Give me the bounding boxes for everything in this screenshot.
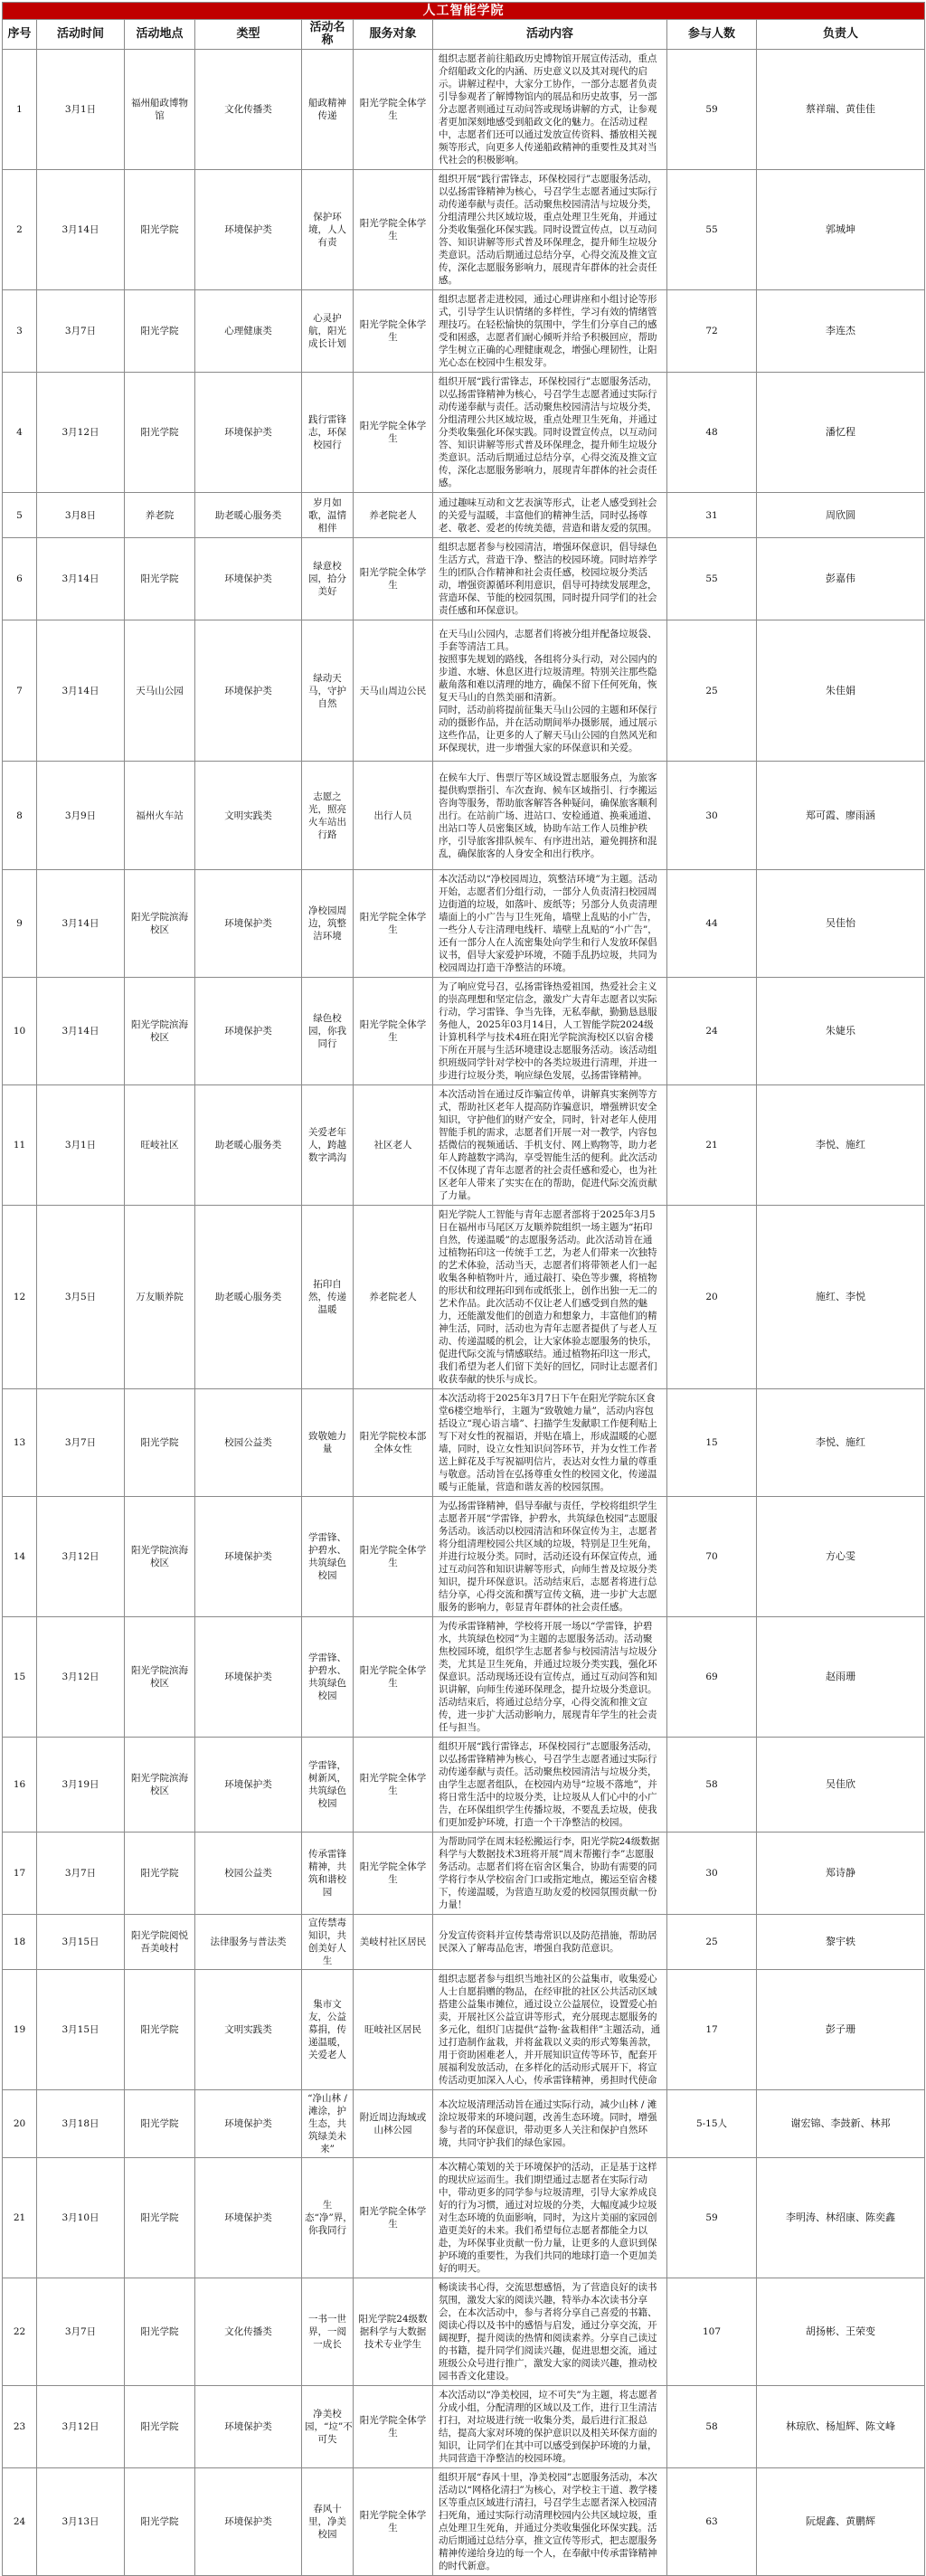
row-date: 3月15日: [37, 1970, 125, 2090]
row-content: 为帮助同学在周末轻松搬运行李，阳光学院24级数据科学与大数据技术3班将开展“周末帮搬行李”志愿服务活动。志愿者们将在宿舍区集合，协助有需要的同学将行李从学校宿舍门口或指定地点，搬运至宿舍楼下，传递温暖，为营造互助友爱的校园氛围贡献一份力量！: [433, 1833, 667, 1915]
row-place: 阳光学院阅悦吾美岐村: [125, 1915, 195, 1970]
row-target: 阳光学院24级数据科学与大数据技术专业学生: [354, 2278, 433, 2386]
row-index: 7: [3, 620, 37, 762]
row-target: 旺岐社区居民: [354, 1970, 433, 2090]
row-index: 12: [3, 1206, 37, 1389]
row-index: 2: [3, 170, 37, 290]
row-leader: 郭城坤: [757, 170, 925, 290]
row-type: 环境保护类: [195, 2386, 302, 2468]
row-name: 春风十里，净美校园: [302, 2468, 354, 2576]
row-index: 13: [3, 1389, 37, 1497]
row-place: 阳光学院: [125, 1970, 195, 2090]
row-place: 福州火车站: [125, 762, 195, 870]
row-leader: 李连杰: [757, 290, 925, 373]
row-place: 阳光学院: [125, 290, 195, 373]
row-place: 阳光学院滨海校区: [125, 1497, 195, 1617]
row-type: 环境保护类: [195, 373, 302, 493]
table-row: [3, 2090, 925, 2158]
row-date: 3月5日: [37, 1206, 125, 1389]
row-name: 岁月如歌，温情相伴: [302, 493, 354, 538]
row-date: 3月12日: [37, 1497, 125, 1617]
col-header-name: 活动名称: [302, 20, 354, 50]
table-row: [3, 538, 925, 620]
row-place: 阳光学院: [125, 373, 195, 493]
row-date: 3月1日: [37, 50, 125, 170]
row-count: 59: [667, 2158, 757, 2278]
row-place: 阳光学院: [125, 2468, 195, 2576]
row-leader: 谢宏锦、李鼓新、林邦: [757, 2090, 925, 2158]
row-place: 万友顺养院: [125, 1206, 195, 1389]
row-index: 21: [3, 2158, 37, 2278]
row-count: 55: [667, 538, 757, 620]
row-name: 绿色校园，你我同行: [302, 978, 354, 1085]
row-target: 阳光学院全体学生: [354, 1833, 433, 1915]
row-leader: 赵雨珊: [757, 1617, 925, 1738]
row-name: “净山林 / 滩涂，护生态，共筑绿美未来”: [302, 2090, 354, 2158]
row-place: 阳光学院: [125, 170, 195, 290]
row-count: 30: [667, 762, 757, 870]
row-count: 30: [667, 1833, 757, 1915]
row-leader: 郑诗静: [757, 1833, 925, 1915]
row-target: 社区老人: [354, 1085, 433, 1206]
row-place: 阳光学院: [125, 2386, 195, 2468]
row-content: 在天马山公园内，志愿者们将被分组并配备垃圾袋、手套等清洁工具。 按照事先规划的路线，各组将分头行动，对公园内的步道、水塘、休息区进行垃圾清理。特别关注那些隐蔽角落和难以清理的地方，确保不留下任何死角，恢复天马山的自然美丽和清新。 同时，活动前将提前征集天马山公园的主题和环保行动的摄影作品，并在活动期间举办摄影展，通过展示这些作品，让更多的人了解天马山公园的自然风光和环保现状，进一步增强大家的环保意识和关爱。: [433, 620, 667, 762]
row-target: 阳光学院全体学生: [354, 870, 433, 978]
row-type: 环境保护类: [195, 2468, 302, 2576]
row-content: 为弘扬雷锋精神，倡导奉献与责任，学校将组织学生志愿者开展“学雷锋，护碧水，共筑绿色校园”志愿服务活动。该活动以校园清洁和环保宣传为主，志愿者将分组清理校园公共区域的垃圾，特别是卫生死角，并进行垃圾分类。同时，活动还设有环保宣传点，通过互动问答和知识讲解等形式，向师生普及垃圾分类知识，提升环保意识。活动结束后，志愿者将进行总结分享，心得交流和撰写宣传文稿，进一步扩大志愿服务的影响力，彰显青年群体的社会责任感。: [433, 1497, 667, 1617]
row-leader: 林琼欣、杨旭辉、陈文峰: [757, 2386, 925, 2468]
row-place: 旺岐社区: [125, 1085, 195, 1206]
row-type: 助老暖心服务类: [195, 1206, 302, 1389]
row-name: 生态“净”界，你我同行: [302, 2158, 354, 2278]
row-leader: 李明涛、林绍康、陈奕鑫: [757, 2158, 925, 2278]
activity-sheet: [2, 2, 924, 2576]
row-target: 美岐村社区居民: [354, 1915, 433, 1970]
row-count: 107: [667, 2278, 757, 2386]
row-name: 心灵护航，阳光成长计划: [302, 290, 354, 373]
row-date: 3月9日: [37, 762, 125, 870]
row-leader: 李悦、施红: [757, 1389, 925, 1497]
row-count: 58: [667, 2386, 757, 2468]
row-leader: 施红、李悦: [757, 1206, 925, 1389]
row-count: 58: [667, 1738, 757, 1833]
row-name: 宣传禁毒知识，共创美好人生: [302, 1915, 354, 1970]
row-leader: 李悦、施红: [757, 1085, 925, 1206]
row-target: 出行人员: [354, 762, 433, 870]
table-row: [3, 762, 925, 870]
table-row: [3, 978, 925, 1085]
table-row: [3, 2158, 925, 2278]
col-header-leader: 负责人: [757, 20, 925, 50]
row-index: 16: [3, 1738, 37, 1833]
row-content: 在候车大厅、售票厅等区域设置志愿服务点，为旅客提供购票指引、车次查询、候车区域指引、行李搬运咨询等服务，帮助旅客解答各种疑问，确保旅客顺利出行。在站前广场、进站口、安检通道、换乘通道、出站口等人员密集区域，协助车站工作人员维护秩序，引导旅客排队候车、有序进出站，避免拥挤和混乱，确保旅客的人身安全和出行秩序。: [433, 762, 667, 870]
row-type: 环境保护类: [195, 2090, 302, 2158]
row-content: 本次活动将于2025年3月7日下午在阳光学院东区食堂6楼空地举行，主题为“致敬她力量”，活动内容包括设立“现心语言墙”、扫描学生发献职工作便利贴上写下对女性的祝福语，并贴在墙上，形成温暖的心愿墙，同时，设立女性知识问答环节，并为女性工作者送上鲜花及手写祝福明信片，表达对女性力量的尊重与敬意。活动旨在弘扬尊重女性的校园文化，传递温暖与正能量，营造和谐友善的校园氛围。: [433, 1389, 667, 1497]
row-leader: 彭子珊: [757, 1970, 925, 2090]
row-place: 阳光学院: [125, 1389, 195, 1497]
col-header-content: 活动内容: [433, 20, 667, 50]
row-content: 本次垃圾清理活动旨在通过实际行动，减少山林 / 滩涂垃圾带来的环境问题，改善生态环境。同时，增强参与者的环保意识，带动更多人关注和保护自然环境，共同守护我们的绿色家园。: [433, 2090, 667, 2158]
row-type: 法律服务与普法类: [195, 1915, 302, 1970]
row-count: 69: [667, 1617, 757, 1738]
row-count: 15: [667, 1389, 757, 1497]
table-row: [3, 1617, 925, 1738]
table-row: [3, 2278, 925, 2386]
row-leader: 潘忆程: [757, 373, 925, 493]
row-count: 31: [667, 493, 757, 538]
row-name: 净美校园，“垃”不可失: [302, 2386, 354, 2468]
row-place: 养老院: [125, 493, 195, 538]
row-leader: 吴佳欣: [757, 1738, 925, 1833]
col-header-type: 类型: [195, 20, 302, 50]
row-target: 附近周边海域或山林公园: [354, 2090, 433, 2158]
row-leader: 黎宇轶: [757, 1915, 925, 1970]
row-index: 10: [3, 978, 37, 1085]
row-leader: 朱佳娟: [757, 620, 925, 762]
row-date: 3月14日: [37, 170, 125, 290]
row-index: 17: [3, 1833, 37, 1915]
row-date: 3月1日: [37, 1085, 125, 1206]
row-target: 阳光学院全体学生: [354, 2386, 433, 2468]
row-type: 环境保护类: [195, 2158, 302, 2278]
row-index: 9: [3, 870, 37, 978]
row-content: 本次活动以“净美校园，垃不可失”为主题，将志愿者分成小组，分配清理的区域以及工作，进行卫生清洁打扫，对垃圾进行统一收集分类，最后进行汇报总结，提高大家对环境的保护意识以及相关环保方面的知识，让同学们在其中可以感受到保护环境的力量，共同营造干净整洁的校园环境。: [433, 2386, 667, 2468]
table-row: [3, 620, 925, 762]
row-name: 净校园周边，筑整洁环境: [302, 870, 354, 978]
row-content: 本次活动以“净校园周边，筑整洁环境”为主题。活动开始，志愿者们分组行动，一部分人负责清扫校园周边街道的垃圾，如落叶、废纸等；另部分人负责清理墙面上的小广告与卫生死角，墙壁上乱贴的小广告，一些分人专注清理电线杆、墙壁上乱贴的“小广告”，还有一部分人在人流密集处向学生和行人发放环保倡议书，倡导大家爱护环境，不随手乱扔垃圾，共同为校园周边打造干净整洁的环境。: [433, 870, 667, 978]
row-content: 畅谈读书心得，交流思想感悟，为了营造良好的读书氛围，激发大家的阅读兴趣，特举办本次读书分享会，在本次活动中，参与者将分享自己喜爱的书籍、阅读心得以及书中的感悟与启发，通过分享交流，开阔视野，提升阅读的热情和阅读素养。分享自己读过的书籍，提升同学们阅读兴趣，促进思想交流，通过班级公众号进行推广，激发大家的阅读兴趣，推动校园书香文化建设。: [433, 2278, 667, 2386]
table-row: [3, 493, 925, 538]
row-place: 阳光学院: [125, 538, 195, 620]
row-content: 分发宣传资料并宣传禁毒常识以及防范措施，帮助居民深入了解毒品危害，增强自我防范意识。: [433, 1915, 667, 1970]
table-row: [3, 1389, 925, 1497]
sheet-title: 人工智能学院: [3, 3, 925, 20]
row-type: 校园公益类: [195, 1389, 302, 1497]
row-date: 3月13日: [37, 2468, 125, 2576]
row-content: 组织志愿者前往船政历史博物馆开展宣传活动，重点介绍船政文化的内涵、历史意义以及其对现代的启示。讲解过程中，大家分工协作，一部分志愿者负责引导参观者了解博物馆内的展品和历史故事，另一部分志愿者则通过互动问答或现场讲解的方式，让参观者更加深刻地感受到船政文化的魅力。在活动过程中，志愿者们还可以通过发放宣传资料、播放相关视频等形式，向更多人传递船政精神的重要性及其对当代社会的积极影响。: [433, 50, 667, 170]
row-name: 学雷锋，树新风，共筑绿色校园: [302, 1738, 354, 1833]
row-type: 环境保护类: [195, 1617, 302, 1738]
row-name: 传承雷锋精神，共筑和谐校园: [302, 1833, 354, 1915]
row-type: 环境保护类: [195, 870, 302, 978]
row-index: 23: [3, 2386, 37, 2468]
row-content: 阳光学院人工智能与青年志愿者部将于2025年3月5日在福州市马尾区万友顺养院组织一场主题为“拓印自然，传递温暖”的志愿服务活动。此次活动旨在通过植物拓印这一传统手工艺，为老人们带来一次独特的艺术体验，活动当天，志愿者们将带领老人们一起收集各种植物叶片，通过敲打、染色等步骤，将植物的形状和纹理拓印到布或纸张上，创作出独一无二的艺术作品。此次活动不仅让老人们感受到自然的魅力，还能激发他们的创造力和想象力，丰富他们的精神生活，同时，活动也为青年志愿者提供了与老人互动、传递温暖的机会，让大家体验志愿服务的快乐，促进代际交流与情感联结。通过植物拓印这一形式，我们希望为老人们留下美好的回忆，同时让志愿者们收获奉献的快乐与成长。: [433, 1206, 667, 1389]
row-type: 环境保护类: [195, 170, 302, 290]
row-type: 文明实践类: [195, 762, 302, 870]
row-target: 阳光学院全体学生: [354, 2468, 433, 2576]
row-type: 文化传播类: [195, 2278, 302, 2386]
row-target: 阳光学院校本部全体女性: [354, 1389, 433, 1497]
row-place: 阳光学院滨海校区: [125, 1738, 195, 1833]
row-place: 阳光学院滨海校区: [125, 978, 195, 1085]
row-name: 一书一世界，一阅一成长: [302, 2278, 354, 2386]
row-index: 5: [3, 493, 37, 538]
row-content: 本次活动旨在通过反诈骗宣传单，讲解真实案例等方式，帮助社区老年人提高防诈骗意识，增强辨识安全知识，守护他们的财产安全，同时，针对老年人使用智能手机的需求，志愿者们开展一对一教学，内容包括微信的视频通话、手机支付、网上购物等，助力老年人跨越数字鸿沟，享受智能生活的便利。此次活动不仅体现了青年志愿者的社会责任感和爱心，也为社区老年人带来了实实在在的帮助，促进代际交流贡献了力量。: [433, 1085, 667, 1206]
row-index: 3: [3, 290, 37, 373]
row-date: 3月7日: [37, 2278, 125, 2386]
activity-table: [2, 2, 925, 2576]
table-row: [3, 1206, 925, 1389]
row-index: 19: [3, 1970, 37, 2090]
table-row: [3, 50, 925, 170]
row-leader: 蔡祥瑞、黄佳佳: [757, 50, 925, 170]
row-type: 助老暖心服务类: [195, 493, 302, 538]
row-date: 3月7日: [37, 290, 125, 373]
row-count: 63: [667, 2468, 757, 2576]
row-leader: 彭嘉伟: [757, 538, 925, 620]
row-date: 3月8日: [37, 493, 125, 538]
row-leader: 方心雯: [757, 1497, 925, 1617]
row-type: 心理健康类: [195, 290, 302, 373]
row-date: 3月12日: [37, 2386, 125, 2468]
row-count: 44: [667, 870, 757, 978]
row-target: 阳光学院全体学生: [354, 538, 433, 620]
row-target: 阳光学院全体学生: [354, 978, 433, 1085]
row-name: 志愿之光，照亮火车站出行路: [302, 762, 354, 870]
table-row: [3, 1085, 925, 1206]
row-place: 福州船政博物馆: [125, 50, 195, 170]
row-count: 20: [667, 1206, 757, 1389]
row-name: 保护环境，人人有责: [302, 170, 354, 290]
row-type: 文化传播类: [195, 50, 302, 170]
row-place: 阳光学院: [125, 2090, 195, 2158]
row-target: 阳光学院全体学生: [354, 1738, 433, 1833]
row-date: 3月10日: [37, 2158, 125, 2278]
row-date: 3月14日: [37, 538, 125, 620]
row-date: 3月14日: [37, 978, 125, 1085]
row-name: 践行雷锋志，环保校园行: [302, 373, 354, 493]
row-date: 3月12日: [37, 1617, 125, 1738]
col-header-date: 活动时间: [37, 20, 125, 50]
row-date: 3月18日: [37, 2090, 125, 2158]
row-leader: 吴佳怡: [757, 870, 925, 978]
header-row: [3, 20, 925, 50]
row-index: 15: [3, 1617, 37, 1738]
row-target: 天马山周边公民: [354, 620, 433, 762]
row-index: 4: [3, 373, 37, 493]
row-place: 阳光学院: [125, 1833, 195, 1915]
table-row: [3, 290, 925, 373]
table-row: [3, 870, 925, 978]
row-content: 本次精心策划的关于环境保护的活动，正是基于这样的现状应运而生。我们期望通过志愿者在实际行动中，带动更多的同学参与垃圾清理，引导大家养成良好的行为习惯，通过对垃圾的分类，大幅度减少垃圾对生态环境的负面影响，同时，为这片美丽的家园创造更美好的未来。我们希望每位志愿者都能全力以赴，为环保事业贡献一份力量，让更多的人意识到保护环境的重要性，为我们共同的地球打造一个更加美好的明天。: [433, 2158, 667, 2278]
row-count: 17: [667, 1970, 757, 2090]
row-target: 阳光学院全体学生: [354, 1497, 433, 1617]
row-type: 校园公益类: [195, 1833, 302, 1915]
table-row: [3, 1915, 925, 1970]
row-target: 阳光学院全体学生: [354, 50, 433, 170]
row-leader: 胡扬彬、王荣变: [757, 2278, 925, 2386]
row-name: 绿动天马，守护自然: [302, 620, 354, 762]
row-date: 3月15日: [37, 1915, 125, 1970]
row-leader: 郑可霞、廖雨涵: [757, 762, 925, 870]
row-place: 阳光学院滨海校区: [125, 1617, 195, 1738]
row-date: 3月14日: [37, 870, 125, 978]
row-target: 阳光学院全体学生: [354, 2158, 433, 2278]
table-row: [3, 1970, 925, 2090]
row-target: 阳光学院全体学生: [354, 290, 433, 373]
row-place: 阳光学院: [125, 2278, 195, 2386]
col-header-target: 服务对象: [354, 20, 433, 50]
row-count: 55: [667, 170, 757, 290]
row-date: 3月7日: [37, 1833, 125, 1915]
row-content: 为了响应党号召，弘扬雷锋热爱祖国，热爱社会主义的崇高理想和坚定信念，激发广大青年志愿者以实际行动，学习雷锋、争当先锋，无私奉献，勤勤恳恳服务他人，2025年03月14日，人工智能学院2024级计算机科学与技术4班在阳光学院滨海校区以宿舍楼下所在开展与生活环境建设志愿服务活动。该活动组织班级同学针对学校中的各类垃圾进行清理，并进一步进行垃圾分类，响应绿色发展，弘扬雷锋精神。: [433, 978, 667, 1085]
row-name: 关爱老年人，跨越数字鸿沟: [302, 1085, 354, 1206]
row-index: 6: [3, 538, 37, 620]
table-row: [3, 373, 925, 493]
col-header-place: 活动地点: [125, 20, 195, 50]
col-header-count: 参与人数: [667, 20, 757, 50]
row-target: 阳光学院全体学生: [354, 170, 433, 290]
table-row: [3, 1497, 925, 1617]
row-date: 3月7日: [37, 1389, 125, 1497]
row-name: 致敬她力量: [302, 1389, 354, 1497]
row-content: 为传承雷锋精神，学校将开展一场以“学雷锋，护碧水，共筑绿色校园”为主题的志愿服务活动。活动聚焦校园环境，组织学生志愿者参与校园清洁与垃圾分类，尤其是卫生死角，并通过垃圾分类实践，强化环保意识。活动现场还设有宣传点，通过互动问答和知识讲解，向师生传递环保理念，提升垃圾分类意识。活动结束后，将通过总结分享，心得交流和推文宣传，进一步扩大活动影响力，展现青年学生的社会责任与担当。: [433, 1617, 667, 1738]
row-name: 集市文友，公益募捐，传递温暖，关爱老人: [302, 1970, 354, 2090]
table-body: [3, 50, 925, 2576]
row-content: 组织开展“践行雷锋志，环保校园行”志愿服务活动，以弘扬雷锋精神为核心，号召学生志愿者通过实际行动传递奉献与责任。活动聚焦校园清洁与垃圾分类，分组清理公共区域垃圾，重点处理卫生死角，并通过分类收集强化环保实践。同时设置宣传点，以互动问答、知识讲解等形式普及环保理念，提升师生垃圾分类意识。活动后期通过总结分享，心得交流及推文宣传，深化志愿服务影响力，展现青年群体的社会责任感。: [433, 373, 667, 493]
table-row: [3, 170, 925, 290]
row-leader: 周欣圆: [757, 493, 925, 538]
row-index: 1: [3, 50, 37, 170]
row-name: 绿意校园，拾分美好: [302, 538, 354, 620]
row-target: 阳光学院全体学生: [354, 373, 433, 493]
table-row: [3, 2386, 925, 2468]
row-count: 72: [667, 290, 757, 373]
row-count: 25: [667, 620, 757, 762]
row-leader: 朱婕乐: [757, 978, 925, 1085]
row-name: 船政精神传递: [302, 50, 354, 170]
row-target: 养老院老人: [354, 1206, 433, 1389]
row-place: 阳光学院: [125, 2158, 195, 2278]
col-header-index: 序号: [3, 20, 37, 50]
row-content: 组织开展“践行雷锋志，环保校园行”志愿服务活动，以弘扬雷锋精神为核心，号召学生志愿者通过实际行动传递奉献与责任。活动聚焦校园清洁与垃圾分类，由学生志愿者组队，在校园内劝导“垃圾不落地”，并将日常生活中的垃圾分类，让垃圾从人们心中的小广告，在环保组织学生传播垃圾，不要乱丢垃圾，使我们更加爱护环境，打造一个干净整洁的校园。: [433, 1738, 667, 1833]
row-content: 组织开展“春风十里，净美校园”志愿服务活动，本次活动以“网格化清扫”为核心，对学校主干道、教学楼区等重点区域进行清扫，号召学生志愿者深入校园清扫死角，通过实际行动清理校园内公共区域垃圾，重点处理卫生死角，并通过分类收集强化环保实践。活动后期通过总结分享，推文宣传等形式，把志愿服务精神传递给身边的每一个人，在奉献中传承雷锋精神的时代新意。: [433, 2468, 667, 2576]
row-type: 助老暖心服务类: [195, 1085, 302, 1206]
row-index: 24: [3, 2468, 37, 2576]
row-count: 59: [667, 50, 757, 170]
row-index: 14: [3, 1497, 37, 1617]
row-type: 环境保护类: [195, 1497, 302, 1617]
row-count: 21: [667, 1085, 757, 1206]
row-index: 18: [3, 1915, 37, 1970]
row-date: 3月12日: [37, 373, 125, 493]
row-date: 3月14日: [37, 620, 125, 762]
row-content: 组织开展“践行雷锋志，环保校园行”志愿服务活动，以弘扬雷锋精神为核心，号召学生志愿者通过实际行动传递奉献与责任。活动聚焦校园清洁与垃圾分类，分组清理公共区域垃圾，重点处理卫生死角，并通过分类收集强化环保实践。同时设置宣传点，以互动问答、知识讲解等形式普及环保理念，提升师生垃圾分类意识。活动后期通过总结分享，心得交流及推文宣传，深化志愿服务影响力，展现青年群体的社会责任感。: [433, 170, 667, 290]
row-name: 拓印自然，传递温暖: [302, 1206, 354, 1389]
row-type: 文明实践类: [195, 1970, 302, 2090]
row-count: 70: [667, 1497, 757, 1617]
table-row: [3, 2468, 925, 2576]
row-index: 22: [3, 2278, 37, 2386]
row-name: 学雷锋、护碧水、共筑绿色校园: [302, 1617, 354, 1738]
table-row: [3, 1833, 925, 1915]
row-index: 8: [3, 762, 37, 870]
row-content: 组织志愿者参与组织当地社区的公益集市，收集爱心人士自愿捐赠的物品，在经审批的社区公共活动区域搭建公益集市摊位，通过设立公益展位，设置爱心拍卖，开展社区公益宣讲等形式，充分展现志愿服务的多元化，组织门店提供“益物·盆栽相伴”主题活动，通过打造制作盆栽，并将盆栽以义卖的形式筹集善款，用于资助困难老人，并开展知识宣传等环节，配套开展福利发放活动，在多样化的活动形式展开下，将宣传活动更加深入人心，传承雷锋精神，勇担时代使命: [433, 1970, 667, 2090]
row-place: 天马山公园: [125, 620, 195, 762]
row-count: 48: [667, 373, 757, 493]
row-content: 组织志愿者参与校园清洁，增强环保意识，倡导绿色生活方式，营造干净、整洁的校园环境。同时培养学生的团队合作精神和社会责任感，校园垃圾分类活动，增强资源循环利用意识，倡导可持续发展理念，营造环保、节能的校园氛围，同时提升同学们的社会责任感和环保意识。: [433, 538, 667, 620]
row-type: 环境保护类: [195, 1738, 302, 1833]
row-name: 学雷锋、护碧水、共筑绿色校园: [302, 1497, 354, 1617]
row-index: 20: [3, 2090, 37, 2158]
table-row: [3, 1738, 925, 1833]
row-type: 环境保护类: [195, 538, 302, 620]
row-leader: 阮焜鑫、黄鹏辉: [757, 2468, 925, 2576]
row-date: 3月19日: [37, 1738, 125, 1833]
row-content: 通过趣味互动和文艺表演等形式，让老人感受到社会的关爱与温暖，丰富他们的精神生活，同时弘扬尊老、敬老、爱老的传统美德，营造和谐友爱的氛围。: [433, 493, 667, 538]
row-target: 养老院老人: [354, 493, 433, 538]
row-count: 25: [667, 1915, 757, 1970]
row-type: 环境保护类: [195, 978, 302, 1085]
row-content: 组织志愿者走进校园，通过心理讲座和小组讨论等形式，引导学生认识情绪的多样性，学习有效的情绪管理技巧。在轻松愉快的氛围中，学生们分享自己的感受和困惑，志愿者们耐心倾听并给予积极回应，帮助学生树立正确的心理健康观念，增强心理韧性，让阳光心态在校园中生根发芽。: [433, 290, 667, 373]
row-place: 阳光学院滨海校区: [125, 870, 195, 978]
row-type: 环境保护类: [195, 620, 302, 762]
row-count: 5-15人: [667, 2090, 757, 2158]
row-index: 11: [3, 1085, 37, 1206]
row-count: 24: [667, 978, 757, 1085]
row-target: 阳光学院全体学生: [354, 1617, 433, 1738]
